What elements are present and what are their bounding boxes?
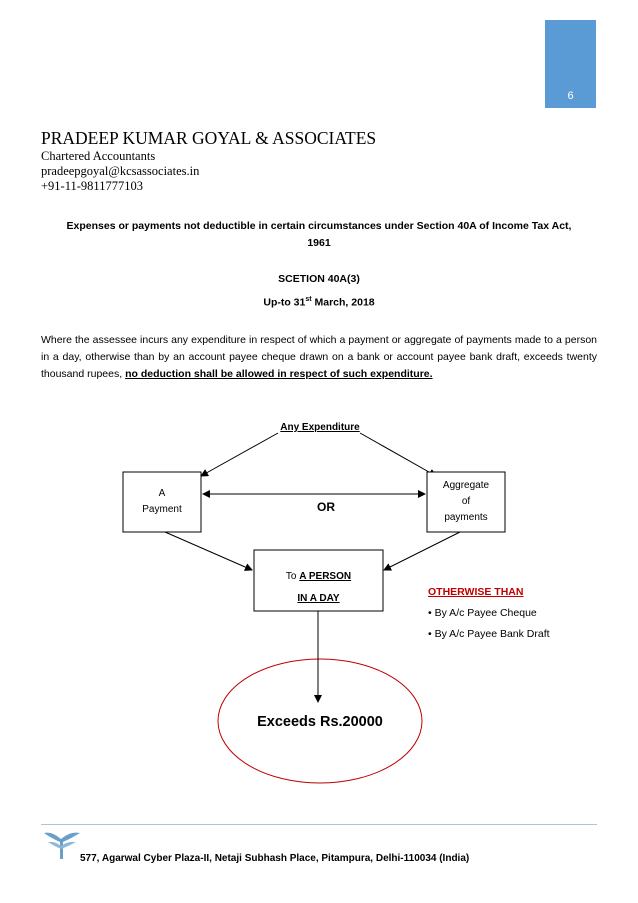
node-aggregate (427, 478, 505, 526)
node-a-payment-line-2: Payment (142, 504, 182, 515)
date-prefix: Up-to 31 (263, 296, 306, 309)
firm-logo-icon (42, 829, 82, 861)
node-any-expenditure: Any Expenditure (280, 422, 360, 433)
paragraph-text: Where the assessee incurs any expenditure in respect of which a payment or aggregate of payments made to a person in a day, otherwise than by an account payee cheque drawn on a bank or account payee bank draft, exceeds twenty thousand rupees, (41, 334, 597, 380)
arrow-payment-to-person (165, 532, 252, 570)
node-a-payment (123, 486, 201, 518)
paragraph-emphasis: no deduction shall be allowed in respect of such expenditure. (125, 368, 433, 380)
node-aggregate-line-2: of (461, 496, 471, 507)
node-person-line-1 (254, 566, 383, 588)
date-suffix: March, 2018 (311, 296, 375, 309)
date-sup: st (305, 296, 312, 303)
firm-subtitle: Chartered Accountants (41, 149, 156, 163)
firm-email: pradeepgoyal@kcsassociates.in (41, 164, 200, 178)
arrow-to-aggregate (360, 433, 436, 476)
section-title: SCETION 40A(3) (278, 273, 360, 285)
node-person-line-2: IN A DAY (297, 593, 340, 604)
otherwise-item-2: • By A/c Payee Bank Draft (428, 628, 550, 640)
node-aggregate-line-3: payments (444, 512, 488, 523)
footer-address: 577, Agarwal Cyber Plaza-II, Netaji Subhash Place, Pitampura, Delhi-110034 (India) (80, 853, 470, 864)
otherwise-list (428, 582, 550, 645)
node-a-payment-line-1: A (158, 488, 166, 499)
arrow-to-payment (201, 433, 278, 476)
or-label: OR (317, 500, 335, 514)
node-aggregate-line-1: Aggregate (442, 480, 490, 491)
node-person-prefix: To (285, 571, 300, 582)
node-result: Exceeds Rs.20000 (257, 714, 383, 730)
arrow-aggregate-to-person (384, 532, 460, 570)
firm-name: PRADEEP KUMAR GOYAL & ASSOCIATES (41, 128, 377, 148)
firm-phone: +91-11-9811777103 (41, 179, 143, 193)
otherwise-title: OTHERWISE THAN (428, 586, 524, 598)
page-number: 6 (567, 90, 574, 102)
node-person (254, 566, 383, 610)
footer-divider (41, 824, 597, 825)
title-line-2: 1961 (307, 237, 331, 249)
otherwise-item-1: • By A/c Payee Cheque (428, 607, 537, 619)
node-person-emph: A PERSON (299, 571, 352, 582)
title-line-1: Expenses or payments not deductible in certain circumstances under Section 40A of Income Tax Act, (66, 220, 572, 232)
